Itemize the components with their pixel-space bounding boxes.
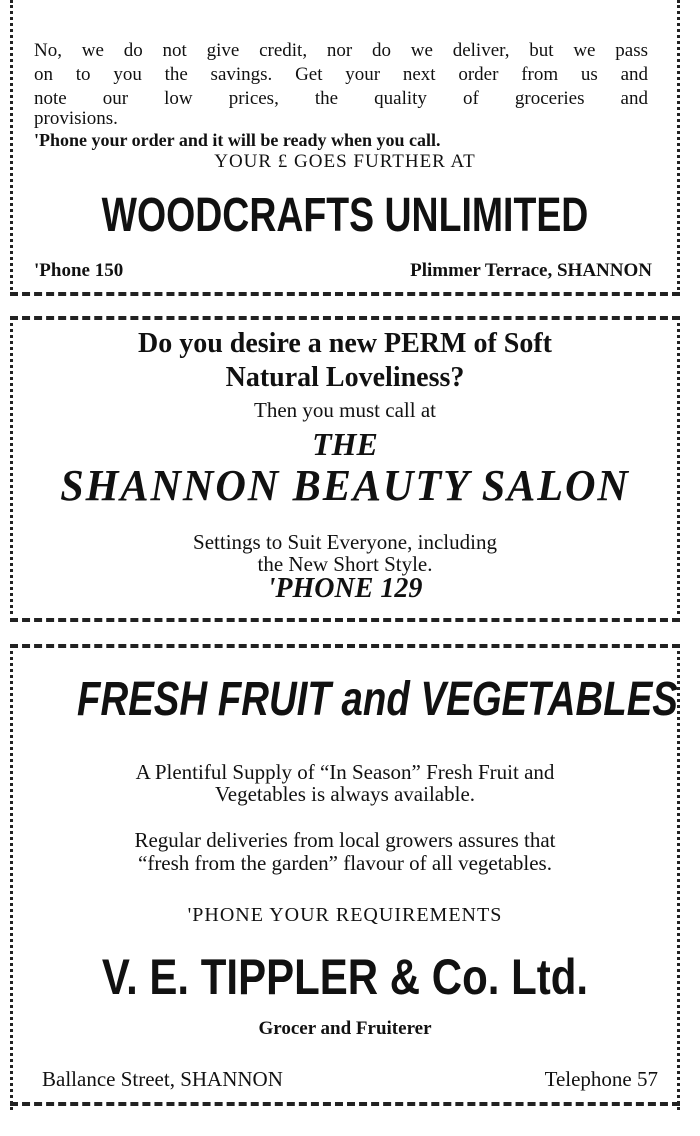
settings-line-1: Settings to Suit Everyone, including [193, 530, 497, 554]
phone-requirements: 'PHONE YOUR REQUIREMENTS [187, 904, 503, 926]
bottom-rule [10, 618, 680, 622]
settings-line-2: the New Short Style. [257, 552, 433, 576]
top-rule [10, 644, 680, 648]
left-border [10, 0, 13, 296]
call-at-line: Then you must call at [254, 398, 436, 422]
tippler-address: Ballance Street, SHANNON [42, 1067, 283, 1091]
grocer-fruiterer: Grocer and Fruiterer [258, 1018, 432, 1039]
salon-name: SHANNON BEAUTY SALON [60, 461, 630, 510]
credit-paragraph-line-3: note our low prices, the quality of groceries and [34, 88, 648, 109]
tippler-advert [10, 644, 680, 1110]
tippler-name: V. E. TIPPLER & Co. Ltd. [101, 949, 589, 1005]
bottom-rule [10, 1102, 680, 1106]
salon-phone: 'PHONE 129 [267, 573, 423, 604]
tippler-telephone: Telephone 57 [544, 1067, 658, 1091]
shop-name: WOODCRAFTS UNLIMITED [101, 189, 589, 242]
credit-paragraph-line-4: provisions. [34, 108, 118, 129]
shop-phone: 'Phone 150 [34, 260, 124, 281]
beauty-salon-advert [10, 316, 680, 622]
credit-paragraph-line-2: on to you the savings. Get your next order from us and [34, 64, 648, 85]
tagline: YOUR £ GOES FURTHER AT [214, 151, 476, 172]
fruit-veg-headline: FRESH FRUIT and VEGETABLES [77, 673, 678, 726]
salon-the: THE [312, 426, 378, 462]
supply-line-1: A Plentiful Supply of “In Season” Fresh Fruit and [135, 760, 555, 784]
credit-paragraph-line-1: No, we do not give credit, nor do we deliver, but we pass [34, 40, 648, 61]
perm-question-line-1: Do you desire a new PERM of Soft [137, 328, 552, 359]
shop-address: Plimmer Terrace, SHANNON [410, 260, 652, 281]
left-border [10, 644, 13, 1110]
phone-order-line: 'Phone your order and it will be ready when you call. [34, 130, 441, 150]
perm-question-line-2: Natural Loveliness? [225, 362, 465, 393]
bottom-rule [10, 292, 680, 296]
deliveries-line-2: “fresh from the garden” flavour of all vegetables. [138, 851, 552, 875]
right-border [677, 0, 680, 296]
supply-line-2: Vegetables is always available. [214, 782, 476, 806]
woodcrafts-advert [10, 0, 680, 296]
top-rule [10, 316, 680, 320]
deliveries-line-1: Regular deliveries from local growers assures that [134, 828, 556, 852]
